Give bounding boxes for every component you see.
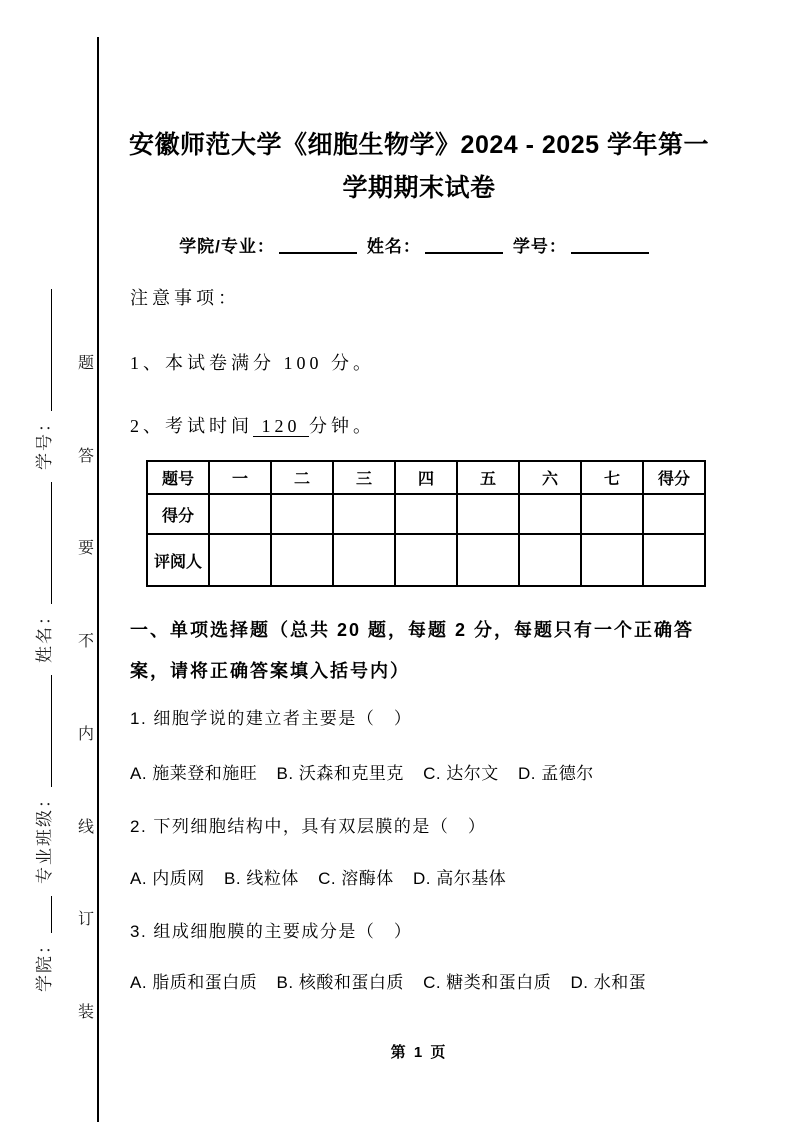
seal-char: 题	[77, 355, 94, 372]
score-cell	[457, 494, 519, 534]
info-label-college-major: 学院/专业：	[179, 237, 275, 256]
score-cell	[333, 494, 395, 534]
score-row	[147, 494, 705, 534]
seal-field-label-name: 姓名：	[35, 606, 54, 663]
student-info-line	[128, 232, 710, 257]
score-header-part-7: 七	[581, 461, 643, 494]
score-header-question-no: 题号	[147, 461, 209, 494]
option-item: A. 内质网	[130, 869, 205, 888]
note-item-2	[130, 412, 375, 438]
score-cell	[395, 534, 457, 586]
score-cell	[395, 494, 457, 534]
note-item-1: 1、本试卷满分 100 分。	[130, 353, 375, 373]
seal-blank-major-class	[48, 675, 52, 787]
info-blank-college-major	[279, 250, 357, 254]
option-item: A. 施莱登和施旺	[130, 764, 258, 783]
seal-line-text	[74, 350, 98, 1022]
seal-field-label-college: 学院：	[35, 935, 54, 992]
option-item: C. 糖类和蛋白质	[423, 973, 552, 992]
section-1-heading: 一、单项选择题（总共 20 题，每题 2 分，每题只有一个正确答案，请将正确答案填入括号内）	[130, 620, 695, 681]
page-number-footer: 第 1 页	[390, 1044, 448, 1061]
info-blank-name	[425, 250, 503, 254]
option-item: D. 高尔基体	[413, 869, 507, 888]
question-3-text: 3. 组成细胞膜的主要成分是（ ）	[130, 922, 413, 941]
score-header-part-3: 三	[333, 461, 395, 494]
seal-field-label-student-id: 学号：	[35, 413, 54, 470]
seal-char: 订	[77, 911, 94, 929]
option-item: B. 沃森和克里克	[276, 764, 404, 783]
page-title: 安徽师范大学《细胞生物学》2024 - 2025 学年第一学期期末试卷	[129, 131, 709, 202]
seal-margin-fields	[23, 132, 67, 992]
seal-char: 要	[77, 540, 94, 558]
seal-field-label-major-class: 专业班级：	[35, 789, 54, 884]
marker-row-label: 评阅人	[147, 534, 209, 586]
seal-blank-name	[48, 482, 52, 604]
seal-char: 内	[77, 725, 94, 743]
score-cell	[457, 534, 519, 586]
score-cell	[643, 494, 705, 534]
question-3-options	[130, 968, 646, 993]
seal-blank-college	[48, 896, 52, 933]
option-item: C. 达尔文	[423, 764, 499, 783]
marker-row	[147, 534, 705, 586]
note-item-2-suffix: 分钟。	[309, 416, 375, 436]
question-2-options	[130, 864, 506, 889]
note-item-2-prefix: 2、考试时间	[130, 416, 253, 436]
info-label-name: 姓名：	[366, 237, 421, 256]
score-header-part-2: 二	[271, 461, 333, 494]
score-cell	[209, 494, 271, 534]
score-header-part-6: 六	[519, 461, 581, 494]
seal-blank-student-id	[48, 289, 52, 411]
option-item: B. 线粒体	[224, 869, 299, 888]
score-table	[146, 460, 706, 587]
option-item: D. 孟德尔	[518, 764, 594, 783]
note-item-2-duration: 120	[253, 416, 309, 436]
notes-heading: 注意事项：	[130, 288, 240, 308]
seal-char: 线	[77, 818, 94, 836]
question-2-text: 2. 下列细胞结构中，具有双层膜的是（ ）	[130, 817, 487, 836]
seal-char: 答	[77, 447, 94, 465]
info-label-student-id: 学号：	[512, 237, 567, 256]
score-cell	[271, 534, 333, 586]
seal-char: 不	[77, 633, 94, 651]
score-cell	[581, 534, 643, 586]
score-table-header-row	[147, 461, 705, 494]
option-item: C. 溶酶体	[318, 869, 394, 888]
score-cell	[271, 494, 333, 534]
score-cell	[643, 534, 705, 586]
score-row-label: 得分	[147, 494, 209, 534]
score-cell	[333, 534, 395, 586]
score-header-total: 得分	[643, 461, 705, 494]
score-header-part-1: 一	[209, 461, 271, 494]
question-1-options	[130, 759, 594, 784]
score-cell	[581, 494, 643, 534]
option-item: B. 核酸和蛋白质	[276, 973, 404, 992]
option-item: D. 水和蛋	[570, 973, 647, 992]
option-item: A. 脂质和蛋白质	[130, 973, 258, 992]
score-header-part-4: 四	[395, 461, 457, 494]
question-1-text: 1. 细胞学说的建立者主要是（ ）	[130, 709, 413, 728]
seal-char: 装	[77, 1003, 94, 1021]
score-cell	[519, 534, 581, 586]
score-cell	[519, 494, 581, 534]
info-blank-student-id	[571, 250, 649, 254]
score-header-part-5: 五	[457, 461, 519, 494]
score-cell	[209, 534, 271, 586]
